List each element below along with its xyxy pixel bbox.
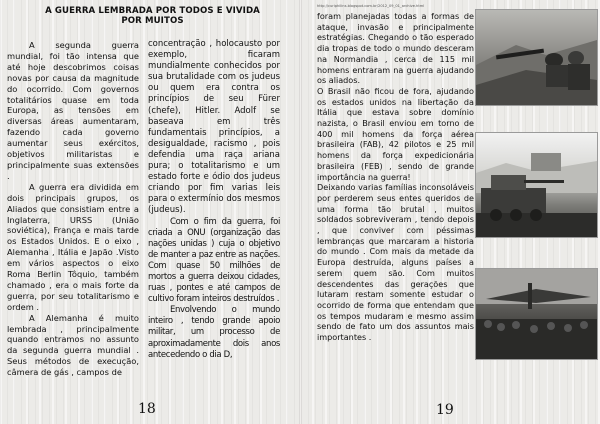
paragraph: A Alemanha é muito lembrada , principalmente quando entramos no assunto da segunda guerra mundial . Seus métodos de execução, câmera de gás , campos de bbox=[7, 312, 139, 378]
text-column-3 bbox=[317, 11, 474, 343]
photo-illustration bbox=[476, 269, 597, 359]
article-title bbox=[30, 6, 275, 26]
paragraph: A guerra era dividida em dois principais grupos, os Aliados que consistiam entre a Inglaterra, URSS (União soviética), França e mais tarde os Estados Unidos. E o eixo , Alemanha , Itália e Japão .Visto em vários aspectos o eixo Roma Berlin Tôquio, também chamado , era o mais forte da guerra, por seu totalitarismo e ordem . bbox=[7, 181, 139, 312]
tank-snow-photo bbox=[475, 132, 598, 238]
source-url: http://curiphilins.blogspot.com.br/2012_09_01_archive.html bbox=[317, 4, 425, 8]
paragraph: concentração , holocausto por exemplo, ficaram mundialmente conhecidos por sua brutalidade com os judeus ou quem era contra os princípios de seu Fürer (chefe), Hitler. Adolf se baseava em três fundamentais princípios, a desigualdade, racismo , pois defendia uma raça ariana pura; o totalitarismo e um estado forte e ódio dos judeus criando por fim varias leis para o extermínio dos mesmos (judeus). bbox=[148, 39, 280, 216]
page-number: 19 bbox=[436, 402, 454, 418]
text-column-2 bbox=[148, 39, 280, 361]
paragraph: foram planejadas todas a formas de ataque, invasão e principalmente estratégias. Chegando o tão esperado dia tropas de todo o mundo desceram na Normandia , cerca de 115 mil homens entraram na guerra ajudando os aliados. bbox=[317, 11, 474, 86]
photo-illustration bbox=[476, 133, 597, 237]
title-line-2: POR MUITOS bbox=[121, 16, 184, 26]
paragraph: Com o fim da guerra, foi criada a ONU (organização das nações unidas ) cuja o objetivo de manter a paz entre as nações. Com quase 50 milhões de mortos a guerra deixou cidades, ruas , pontes e até campos de cultivo foram inteiros destruídos . bbox=[148, 216, 280, 305]
page-19 bbox=[303, 0, 600, 424]
soldiers-machine-gun-photo bbox=[475, 9, 598, 106]
page-gutter bbox=[299, 0, 302, 424]
photo-illustration bbox=[476, 10, 597, 105]
page-number: 18 bbox=[138, 401, 156, 417]
title-line-1: A GUERRA LEMBRADA POR TODOS E VIVIDA bbox=[45, 6, 260, 16]
airfield-crowd-photo bbox=[475, 268, 598, 360]
paragraph: O Brasil não ficou de fora, ajudando os estados unidos na libertação da Itália que estava sobre domínio nazista, o Brasil enviou em torno de 400 mil homens da força aérea brasileira (FAB), 42 pilotos e 25 mil homens da força expedicionária brasileira (FEB) , sendo de grande importância na guerra! bbox=[317, 85, 474, 182]
paragraph: Envolvendo o mundo inteiro , tendo grande apoio militar, um processo de aproximadamente dois anos antecedendo o dia D, bbox=[148, 305, 280, 360]
paragraph: A segunda guerra mundial, foi tão intensa que até hoje descobrimos coisas novas por causa da magnitude do ocorrido. Com governos totalitários quase em toda Europa, as tensões em diversas áreas aumentaram, fazendo cada governo aumentar seus exércitos, objetivos militaristas e principalmente suas extensões . bbox=[7, 40, 139, 181]
page-18 bbox=[0, 0, 298, 424]
text-column-1 bbox=[7, 40, 139, 378]
paragraph: Deixando varias famílias inconsoláveis por perderem seus entes queridos de uma forma tão brutal , muitos soldados sobreviveram , tendo depois , que conviver com péssimas lembranças que marcaram a historia do mundo . Com mais da metade da Europa destruída, alguns países a serem quem são. Com muitos descendentes das gerações que lutaram restam somente estudar o ocorrido de forma que entendam que os tempos mudaram e mesmo assim sendo de fato um dos assuntos mais importantes . bbox=[317, 182, 474, 343]
